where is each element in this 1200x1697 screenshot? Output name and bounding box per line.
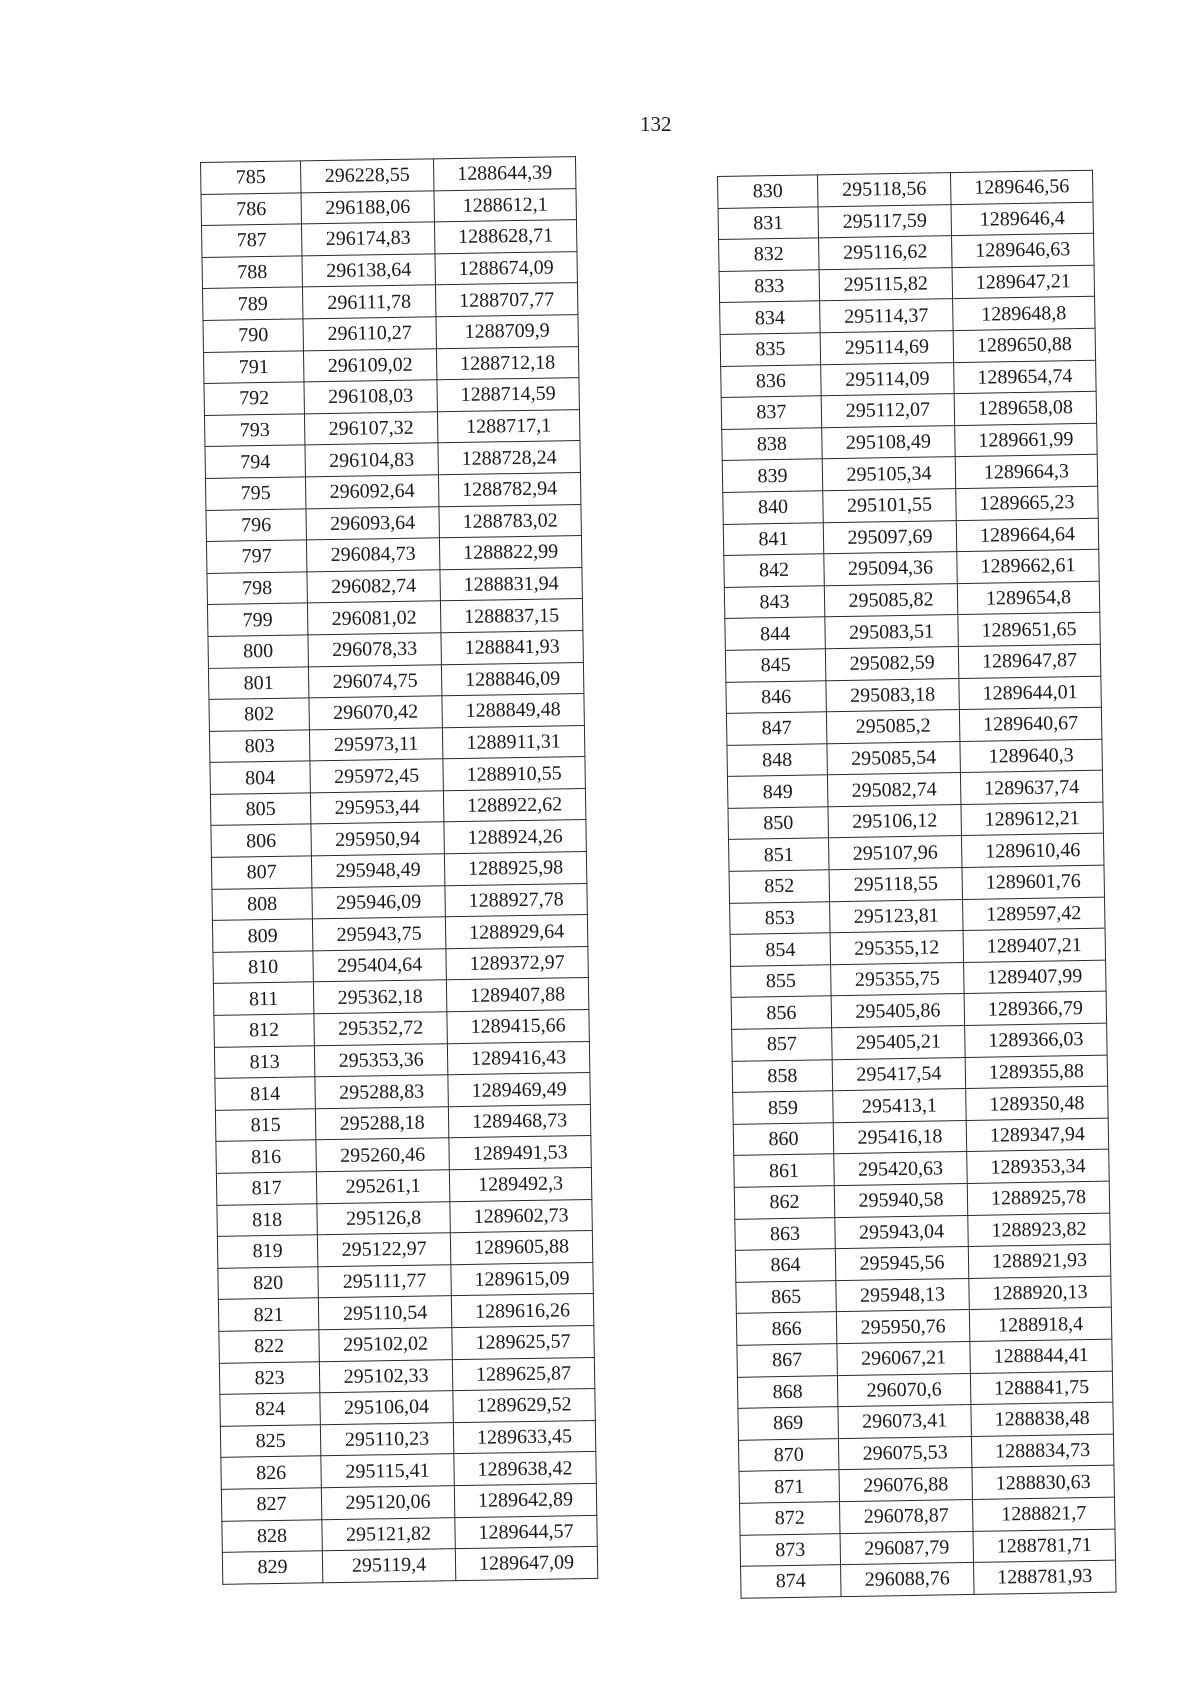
point-number-cell: 869 [738, 1407, 839, 1440]
y-coordinate-cell: 1288628,71 [434, 220, 576, 254]
y-coordinate-cell: 1288781,71 [973, 1529, 1116, 1563]
x-coordinate-cell: 296078,87 [839, 1499, 973, 1533]
point-number-cell: 849 [727, 775, 828, 808]
y-coordinate-cell: 1289355,88 [965, 1055, 1108, 1089]
x-coordinate-cell: 296110,27 [303, 317, 436, 351]
point-number-cell: 871 [739, 1470, 840, 1503]
x-coordinate-cell: 296092,64 [305, 475, 438, 509]
y-coordinate-cell: 1289647,87 [958, 644, 1101, 678]
y-coordinate-cell: 1288783,02 [439, 504, 581, 538]
y-coordinate-cell: 1289616,26 [451, 1294, 593, 1328]
x-coordinate-cell: 296109,02 [303, 348, 436, 382]
point-number-cell: 802 [209, 698, 309, 731]
x-coordinate-cell: 295948,13 [836, 1278, 970, 1312]
x-coordinate-cell: 295083,51 [825, 615, 959, 649]
y-coordinate-cell: 1288781,93 [974, 1560, 1117, 1594]
point-number-cell: 863 [735, 1217, 836, 1250]
x-coordinate-cell: 295950,94 [311, 822, 444, 856]
x-coordinate-cell: 295114,37 [820, 299, 954, 333]
x-coordinate-cell: 295097,69 [823, 520, 957, 554]
y-coordinate-cell: 1288910,55 [443, 757, 585, 791]
point-number-cell: 827 [221, 1488, 321, 1521]
point-number-cell: 806 [211, 824, 311, 857]
coordinates-table-left [200, 156, 598, 1584]
y-coordinate-cell: 1288841,75 [970, 1371, 1113, 1405]
y-coordinate-cell: 1288728,24 [438, 441, 580, 475]
point-number-cell: 873 [740, 1533, 841, 1566]
x-coordinate-cell: 295117,59 [818, 204, 952, 238]
point-number-cell: 852 [729, 870, 830, 903]
x-coordinate-cell: 295972,45 [310, 759, 443, 793]
y-coordinate-cell: 1289353,34 [967, 1150, 1110, 1184]
y-coordinate-cell: 1288834,73 [971, 1434, 1114, 1468]
point-number-cell: 839 [722, 459, 823, 492]
x-coordinate-cell: 295107,96 [828, 836, 962, 870]
x-coordinate-cell: 295102,33 [319, 1359, 452, 1393]
y-coordinate-cell: 1289492,3 [449, 1167, 591, 1201]
x-coordinate-cell: 295119,4 [322, 1549, 455, 1583]
y-coordinate-cell: 1289615,09 [451, 1262, 593, 1296]
y-coordinate-cell: 1288714,59 [437, 378, 579, 412]
point-number-cell: 821 [218, 1298, 318, 1331]
x-coordinate-cell: 295111,77 [318, 1264, 451, 1298]
y-coordinate-cell: 1289654,74 [954, 360, 1097, 394]
y-coordinate-cell: 1288821,7 [972, 1497, 1115, 1531]
point-number-cell: 843 [724, 585, 825, 618]
y-coordinate-cell: 1289646,63 [952, 233, 1095, 267]
y-coordinate-cell: 1288849,48 [442, 694, 584, 728]
x-coordinate-cell: 296188,06 [301, 190, 434, 224]
point-number-cell: 854 [730, 933, 831, 966]
y-coordinate-cell: 1289625,87 [452, 1357, 594, 1391]
x-coordinate-cell: 295085,82 [824, 583, 958, 617]
x-coordinate-cell: 296107,32 [304, 412, 437, 446]
x-coordinate-cell: 295260,46 [316, 1138, 449, 1172]
x-coordinate-cell: 295352,72 [314, 1012, 447, 1046]
point-number-cell: 814 [215, 1077, 315, 1110]
y-coordinate-cell: 1289646,4 [951, 202, 1094, 236]
x-coordinate-cell: 295114,69 [820, 331, 954, 365]
x-coordinate-cell: 295355,75 [831, 962, 965, 996]
y-coordinate-cell: 1289610,46 [961, 834, 1104, 868]
y-coordinate-cell: 1289665,23 [956, 486, 1099, 520]
y-coordinate-cell: 1289407,21 [963, 928, 1106, 962]
point-number-cell: 826 [221, 1456, 321, 1489]
y-coordinate-cell: 1289654,8 [957, 581, 1100, 615]
point-number-cell: 865 [736, 1280, 837, 1313]
x-coordinate-cell: 295083,18 [826, 678, 960, 712]
x-coordinate-cell: 295405,86 [831, 994, 965, 1028]
point-number-cell: 837 [721, 396, 822, 429]
y-coordinate-cell: 1289601,76 [962, 865, 1105, 899]
y-coordinate-cell: 1288918,4 [969, 1307, 1112, 1341]
y-coordinate-cell: 1289491,53 [449, 1136, 591, 1170]
point-number-cell: 856 [731, 996, 832, 1029]
point-number-cell: 861 [734, 1154, 835, 1187]
point-number-cell: 874 [741, 1565, 842, 1598]
y-coordinate-cell: 1288830,63 [972, 1465, 1115, 1499]
x-coordinate-cell: 296078,33 [308, 633, 441, 667]
x-coordinate-cell: 295353,36 [314, 1043, 447, 1077]
x-coordinate-cell: 295115,41 [321, 1454, 454, 1488]
y-coordinate-cell: 1289651,65 [958, 613, 1101, 647]
x-coordinate-cell: 295082,59 [825, 646, 959, 680]
y-coordinate-cell: 1288929,64 [445, 915, 587, 949]
y-coordinate-cell: 1289648,8 [953, 297, 1096, 331]
y-coordinate-cell: 1289640,67 [959, 707, 1102, 741]
y-coordinate-cell: 1289650,88 [953, 328, 1096, 362]
y-coordinate-cell: 1289644,01 [959, 676, 1102, 710]
y-coordinate-cell: 1289366,03 [965, 1023, 1108, 1057]
point-number-cell: 868 [737, 1375, 838, 1408]
y-coordinate-cell: 1288838,48 [971, 1402, 1114, 1436]
x-coordinate-cell: 295288,18 [315, 1107, 448, 1141]
point-number-cell: 798 [207, 572, 307, 605]
x-coordinate-cell: 296073,41 [838, 1405, 972, 1439]
point-number-cell: 825 [220, 1425, 320, 1458]
y-coordinate-cell: 1289366,79 [964, 992, 1107, 1026]
x-coordinate-cell: 295085,54 [827, 741, 961, 775]
y-coordinate-cell: 1289661,99 [955, 423, 1098, 457]
point-number-cell: 848 [727, 743, 828, 776]
x-coordinate-cell: 295417,54 [832, 1057, 966, 1091]
point-number-cell: 813 [214, 1045, 314, 1078]
point-number-cell: 797 [206, 540, 306, 573]
point-number-cell: 796 [206, 508, 306, 541]
x-coordinate-cell: 295288,83 [315, 1075, 448, 1109]
point-number-cell: 838 [722, 428, 823, 461]
point-number-cell: 808 [212, 887, 312, 920]
point-number-cell: 822 [219, 1330, 319, 1363]
y-coordinate-cell: 1288707,77 [435, 283, 577, 317]
x-coordinate-cell: 295094,36 [824, 552, 958, 586]
x-coordinate-cell: 295110,54 [318, 1296, 451, 1330]
point-number-cell: 855 [731, 965, 832, 998]
coordinates-table-right [717, 170, 1117, 1599]
point-number-cell: 850 [728, 807, 829, 840]
y-coordinate-cell: 1289644,57 [455, 1515, 597, 1549]
x-coordinate-cell: 295102,02 [319, 1328, 452, 1362]
point-number-cell: 785 [201, 161, 301, 194]
y-coordinate-cell: 1289350,48 [966, 1086, 1109, 1120]
y-coordinate-cell: 1289664,64 [956, 518, 1099, 552]
x-coordinate-cell: 296070,6 [837, 1373, 971, 1407]
x-coordinate-cell: 295120,06 [321, 1486, 454, 1520]
y-coordinate-cell: 1289407,99 [964, 960, 1107, 994]
y-coordinate-cell: 1288911,31 [442, 725, 584, 759]
point-number-cell: 788 [202, 256, 302, 289]
point-number-cell: 866 [736, 1312, 837, 1345]
y-coordinate-cell: 1289468,73 [448, 1104, 590, 1138]
point-number-cell: 807 [211, 856, 311, 889]
x-coordinate-cell: 296108,03 [304, 380, 437, 414]
point-number-cell: 793 [204, 414, 304, 447]
y-coordinate-cell: 1289407,88 [446, 978, 588, 1012]
y-coordinate-cell: 1289625,57 [452, 1325, 594, 1359]
y-coordinate-cell: 1288922,62 [443, 788, 585, 822]
point-number-cell: 817 [216, 1172, 316, 1205]
x-coordinate-cell: 296088,76 [841, 1563, 975, 1597]
x-coordinate-cell: 296228,55 [300, 159, 433, 193]
point-number-cell: 786 [201, 193, 301, 226]
y-coordinate-cell: 1289640,3 [960, 739, 1103, 773]
x-coordinate-cell: 295943,04 [835, 1215, 969, 1249]
x-coordinate-cell: 295108,49 [822, 425, 956, 459]
y-coordinate-cell: 1289664,3 [955, 455, 1098, 489]
x-coordinate-cell: 295123,81 [830, 899, 964, 933]
y-coordinate-cell: 1289602,73 [450, 1199, 592, 1233]
y-coordinate-cell: 1289416,43 [447, 1041, 589, 1075]
point-number-cell: 851 [729, 838, 830, 871]
point-number-cell: 818 [217, 1203, 317, 1236]
table-row [222, 1547, 597, 1584]
x-coordinate-cell: 296087,79 [840, 1531, 974, 1565]
x-coordinate-cell: 295940,58 [834, 1183, 968, 1217]
x-coordinate-cell: 295404,64 [313, 949, 446, 983]
y-coordinate-cell: 1288644,39 [433, 157, 575, 191]
x-coordinate-cell: 295355,12 [830, 931, 964, 965]
x-coordinate-cell: 296067,21 [837, 1341, 971, 1375]
point-number-cell: 857 [732, 1028, 833, 1061]
point-number-cell: 862 [734, 1186, 835, 1219]
y-coordinate-cell: 1288782,94 [438, 473, 580, 507]
x-coordinate-cell: 295105,34 [822, 457, 956, 491]
point-number-cell: 799 [207, 603, 307, 636]
x-coordinate-cell: 295106,04 [320, 1391, 453, 1425]
y-coordinate-cell: 1289647,21 [952, 265, 1095, 299]
y-coordinate-cell: 1289638,42 [454, 1452, 596, 1486]
x-coordinate-cell: 296174,83 [301, 222, 434, 256]
point-number-cell: 819 [217, 1235, 317, 1268]
point-number-cell: 860 [733, 1123, 834, 1156]
point-number-cell: 853 [730, 901, 831, 934]
y-coordinate-cell: 1288841,93 [441, 630, 583, 664]
y-coordinate-cell: 1288923,82 [968, 1213, 1111, 1247]
table-row [741, 1560, 1116, 1598]
point-number-cell: 820 [218, 1267, 318, 1300]
x-coordinate-cell: 295126,8 [317, 1201, 450, 1235]
y-coordinate-cell: 1289647,09 [455, 1547, 597, 1581]
point-number-cell: 801 [208, 666, 308, 699]
point-number-cell: 834 [720, 301, 821, 334]
y-coordinate-cell: 1289637,74 [960, 770, 1103, 804]
x-coordinate-cell: 295413,1 [833, 1089, 967, 1123]
point-number-cell: 842 [724, 554, 825, 587]
x-coordinate-cell: 296081,02 [307, 601, 440, 635]
x-coordinate-cell: 295116,62 [819, 236, 953, 270]
point-number-cell: 810 [213, 951, 313, 984]
point-number-cell: 800 [208, 635, 308, 668]
y-coordinate-cell: 1288674,09 [435, 251, 577, 285]
y-coordinate-cell: 1288920,13 [969, 1276, 1112, 1310]
point-number-cell: 836 [721, 364, 822, 397]
x-coordinate-cell: 296138,64 [302, 254, 435, 288]
y-coordinate-cell: 1289372,97 [446, 946, 588, 980]
x-coordinate-cell: 296093,64 [306, 506, 439, 540]
y-coordinate-cell: 1288709,9 [436, 315, 578, 349]
y-coordinate-cell: 1288844,41 [970, 1339, 1113, 1373]
point-number-cell: 792 [204, 382, 304, 415]
y-coordinate-cell: 1289597,42 [963, 897, 1106, 931]
y-coordinate-cell: 1288831,94 [440, 567, 582, 601]
point-number-cell: 828 [222, 1519, 322, 1552]
point-number-cell: 804 [210, 761, 310, 794]
y-coordinate-cell: 1289642,89 [454, 1483, 596, 1517]
point-number-cell: 867 [737, 1344, 838, 1377]
point-number-cell: 790 [203, 319, 303, 352]
x-coordinate-cell: 296070,42 [309, 696, 442, 730]
x-coordinate-cell: 295082,74 [827, 773, 961, 807]
point-number-cell: 823 [219, 1361, 319, 1394]
x-coordinate-cell: 296084,73 [306, 538, 439, 572]
point-number-cell: 833 [719, 270, 820, 303]
point-number-cell: 864 [735, 1249, 836, 1282]
x-coordinate-cell: 295945,56 [835, 1247, 969, 1281]
point-number-cell: 847 [726, 712, 827, 745]
x-coordinate-cell: 295106,12 [828, 804, 962, 838]
x-coordinate-cell: 295405,21 [832, 1026, 966, 1060]
point-number-cell: 845 [725, 649, 826, 682]
x-coordinate-cell: 295261,1 [316, 1170, 449, 1204]
y-coordinate-cell: 1288717,1 [437, 409, 579, 443]
y-coordinate-cell: 1289629,52 [453, 1389, 595, 1423]
y-coordinate-cell: 1289605,88 [450, 1231, 592, 1265]
point-number-cell: 812 [214, 1014, 314, 1047]
page-number: 132 [640, 112, 672, 136]
point-number-cell: 859 [733, 1091, 834, 1124]
point-number-cell: 815 [215, 1109, 315, 1142]
x-coordinate-cell: 296082,74 [307, 570, 440, 604]
point-number-cell: 795 [205, 477, 305, 510]
point-number-cell: 846 [726, 680, 827, 713]
point-number-cell: 844 [725, 617, 826, 650]
x-coordinate-cell: 295115,82 [819, 267, 953, 301]
y-coordinate-cell: 1288925,78 [967, 1181, 1110, 1215]
point-number-cell: 841 [723, 522, 824, 555]
point-number-cell: 829 [222, 1551, 322, 1584]
x-coordinate-cell: 295943,75 [312, 917, 445, 951]
x-coordinate-cell: 296075,53 [838, 1436, 972, 1470]
point-number-cell: 791 [203, 350, 303, 383]
x-coordinate-cell: 295118,55 [829, 868, 963, 902]
point-number-cell: 872 [740, 1502, 841, 1535]
point-number-cell: 811 [213, 982, 313, 1015]
y-coordinate-cell: 1289662,61 [957, 549, 1100, 583]
x-coordinate-cell: 295950,76 [836, 1310, 970, 1344]
y-coordinate-cell: 1288846,09 [441, 662, 583, 696]
x-coordinate-cell: 296074,75 [308, 664, 441, 698]
x-coordinate-cell: 295953,44 [310, 791, 443, 825]
x-coordinate-cell: 295118,56 [817, 173, 951, 207]
x-coordinate-cell: 296076,88 [839, 1468, 973, 1502]
y-coordinate-cell: 1288927,78 [445, 883, 587, 917]
y-coordinate-cell: 1289658,08 [954, 391, 1097, 425]
x-coordinate-cell: 295121,82 [322, 1517, 455, 1551]
point-number-cell: 835 [720, 333, 821, 366]
point-number-cell: 840 [723, 491, 824, 524]
point-number-cell: 824 [220, 1393, 320, 1426]
y-coordinate-cell: 1289633,45 [453, 1420, 595, 1454]
point-number-cell: 809 [212, 919, 312, 952]
y-coordinate-cell: 1288921,93 [968, 1244, 1111, 1278]
x-coordinate-cell: 295112,07 [821, 394, 955, 428]
y-coordinate-cell: 1289415,66 [447, 1010, 589, 1044]
y-coordinate-cell: 1289612,21 [961, 802, 1104, 836]
point-number-cell: 787 [202, 224, 302, 257]
y-coordinate-cell: 1288837,15 [440, 599, 582, 633]
point-number-cell: 789 [202, 287, 302, 320]
point-number-cell: 832 [719, 238, 820, 271]
x-coordinate-cell: 295085,2 [826, 710, 960, 744]
point-number-cell: 794 [205, 445, 305, 478]
x-coordinate-cell: 295114,09 [821, 362, 955, 396]
x-coordinate-cell: 295946,09 [312, 885, 445, 919]
y-coordinate-cell: 1288712,18 [436, 346, 578, 380]
x-coordinate-cell: 295416,18 [833, 1120, 967, 1154]
point-number-cell: 805 [210, 793, 310, 826]
point-number-cell: 870 [738, 1438, 839, 1471]
y-coordinate-cell: 1289469,49 [448, 1073, 590, 1107]
x-coordinate-cell: 295948,49 [311, 854, 444, 888]
point-number-cell: 831 [718, 206, 819, 239]
x-coordinate-cell: 296111,78 [302, 285, 435, 319]
x-coordinate-cell: 295101,55 [823, 489, 957, 523]
y-coordinate-cell: 1288925,98 [444, 852, 586, 886]
x-coordinate-cell: 295420,63 [834, 1152, 968, 1186]
point-number-cell: 858 [732, 1059, 833, 1092]
x-coordinate-cell: 296104,83 [305, 443, 438, 477]
point-number-cell: 803 [209, 730, 309, 763]
x-coordinate-cell: 295110,23 [320, 1422, 453, 1456]
x-coordinate-cell: 295122,97 [317, 1233, 450, 1267]
x-coordinate-cell: 295973,11 [309, 727, 442, 761]
point-number-cell: 816 [216, 1140, 316, 1173]
x-coordinate-cell: 295362,18 [313, 980, 446, 1014]
y-coordinate-cell: 1289347,94 [966, 1118, 1109, 1152]
y-coordinate-cell: 1288924,26 [444, 820, 586, 854]
point-number-cell: 830 [718, 175, 819, 208]
y-coordinate-cell: 1288822,99 [439, 536, 581, 570]
y-coordinate-cell: 1288612,1 [434, 188, 576, 222]
y-coordinate-cell: 1289646,56 [950, 170, 1093, 204]
